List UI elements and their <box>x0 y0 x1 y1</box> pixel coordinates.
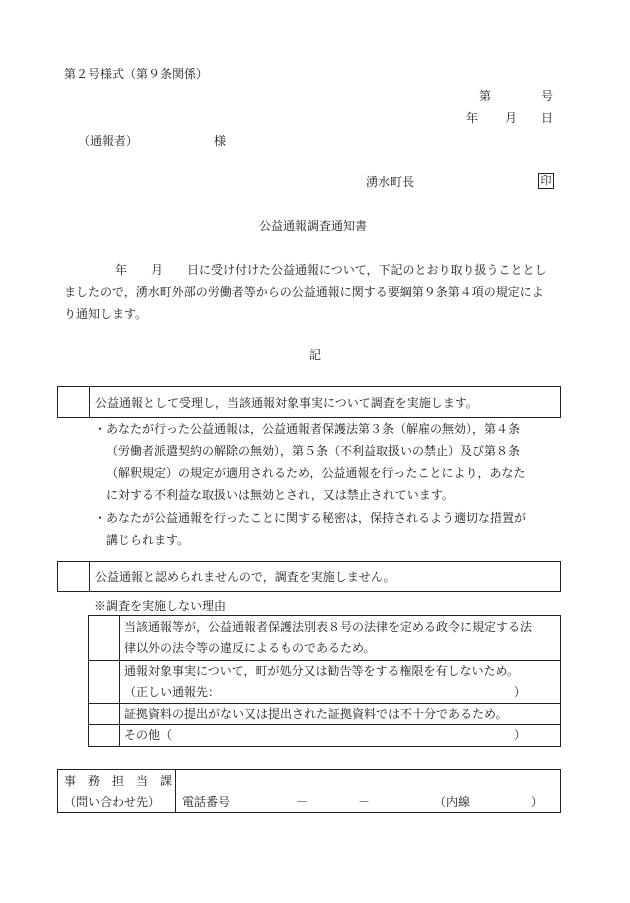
document-title: 公益通報調査通知書 <box>259 219 368 233</box>
reason-1-line-1: 当該通報等が，公益通報者保護法別表８号の法律を定める政令に規定する法 <box>124 620 533 634</box>
reasons-row-divider-2 <box>89 703 560 704</box>
reason-3-checkbox[interactable] <box>89 703 118 723</box>
bullet-2-line-2: 講じられます。 <box>106 533 190 547</box>
bullet-2-mark: ・ <box>94 511 107 525</box>
reasons-row-divider-1 <box>89 660 560 661</box>
addressee-label: （通報者） <box>78 134 139 148</box>
reason-heading: ※調査を実施しない理由 <box>94 599 227 613</box>
reason-4-close: ） <box>514 728 527 742</box>
reason-1-checkbox[interactable] <box>89 616 118 659</box>
option1-checkbox[interactable] <box>58 387 88 417</box>
reason-2-checkbox[interactable] <box>89 660 118 702</box>
date-year: 年 <box>466 111 479 125</box>
bullet-1-mark: ・ <box>94 422 107 436</box>
form-id: 第２号様式（第９条関係） <box>64 67 209 81</box>
seal-mark: 印 <box>538 173 554 189</box>
reason-3-line-1: 証拠資料の提出がない又は提出された証拠資料では不十分であるため。 <box>124 707 508 721</box>
document-number-prefix: 第 <box>479 89 492 103</box>
ki-heading: 記 <box>309 348 322 362</box>
intro-line-3: り通知します。 <box>64 307 148 321</box>
bullet-1-line-4: に対する不利益な取扱いは無効とされ，又は禁止されています。 <box>106 488 454 502</box>
contact-inquiry-label: （問い合わせ先） <box>64 795 161 809</box>
option2-checkbox-divider <box>89 562 90 591</box>
date-month: 月 <box>505 111 518 125</box>
contact-phone-label: 電話番号 <box>182 795 231 809</box>
document-number-suffix: 号 <box>541 89 554 103</box>
reason-4-checkbox[interactable] <box>89 724 118 746</box>
addressee-honorific: 様 <box>214 134 227 148</box>
option2-text: 公益通報と認められませんので，調査を実施しません。 <box>95 570 396 584</box>
contact-extension-open: （内線 <box>434 795 471 809</box>
contact-label-divider <box>175 770 176 812</box>
bullet-2-line-1: あなたが公益通報を行ったことに関する秘密は，保持されるよう適切な措置が <box>106 511 527 525</box>
reasons-row-divider-3 <box>89 724 560 725</box>
sender-name: 湧水町長 <box>366 175 415 189</box>
contact-extension-close: ） <box>531 795 544 809</box>
reason-2-close: ） <box>514 685 527 699</box>
contact-dept-label: 事 務 担 当 課 <box>64 774 173 788</box>
reason-4-line-1: その他（ <box>124 728 173 742</box>
date-day: 日 <box>541 111 554 125</box>
option2-checkbox[interactable] <box>58 562 88 591</box>
reason-2-line-2: （正しい通報先： <box>124 685 221 699</box>
intro-line-1: 年 月 日に受け付けた公益通報について，下記のとおり取り扱うこととし <box>115 263 547 277</box>
intro-line-2: ましたので，湧水町外部の労働者等からの公益通報に関する要綱第９条第４項の規定によ <box>64 285 544 299</box>
bullet-1-line-1: あなたが行った公益通報は，公益通報者保護法第３条（解雇の無効），第４条 <box>106 422 521 436</box>
reason-1-line-2: 律以外の法令等の違反によるものであるため。 <box>124 641 376 655</box>
option1-checkbox-divider <box>89 387 90 417</box>
bullet-1-line-2: （労働者派遣契約の解除の無効），第５条（不利益取扱いの禁止）及び第８条 <box>106 444 521 458</box>
reasons-checkbox-column-divider <box>119 616 120 746</box>
reason-2-line-1: 通報対象事実について，町が処分又は勧告等をする権限を有しないため。 <box>124 664 520 678</box>
contact-phone-dash-1: － <box>296 795 309 809</box>
option1-text: 公益通報として受理し，当該通報対象事実について調査を実施します。 <box>95 396 478 410</box>
bullet-1-line-3: （解釈規定）の規定が適用されるため，公益通報を行ったことにより，あなた <box>106 466 526 480</box>
contact-phone-dash-2: － <box>358 795 371 809</box>
